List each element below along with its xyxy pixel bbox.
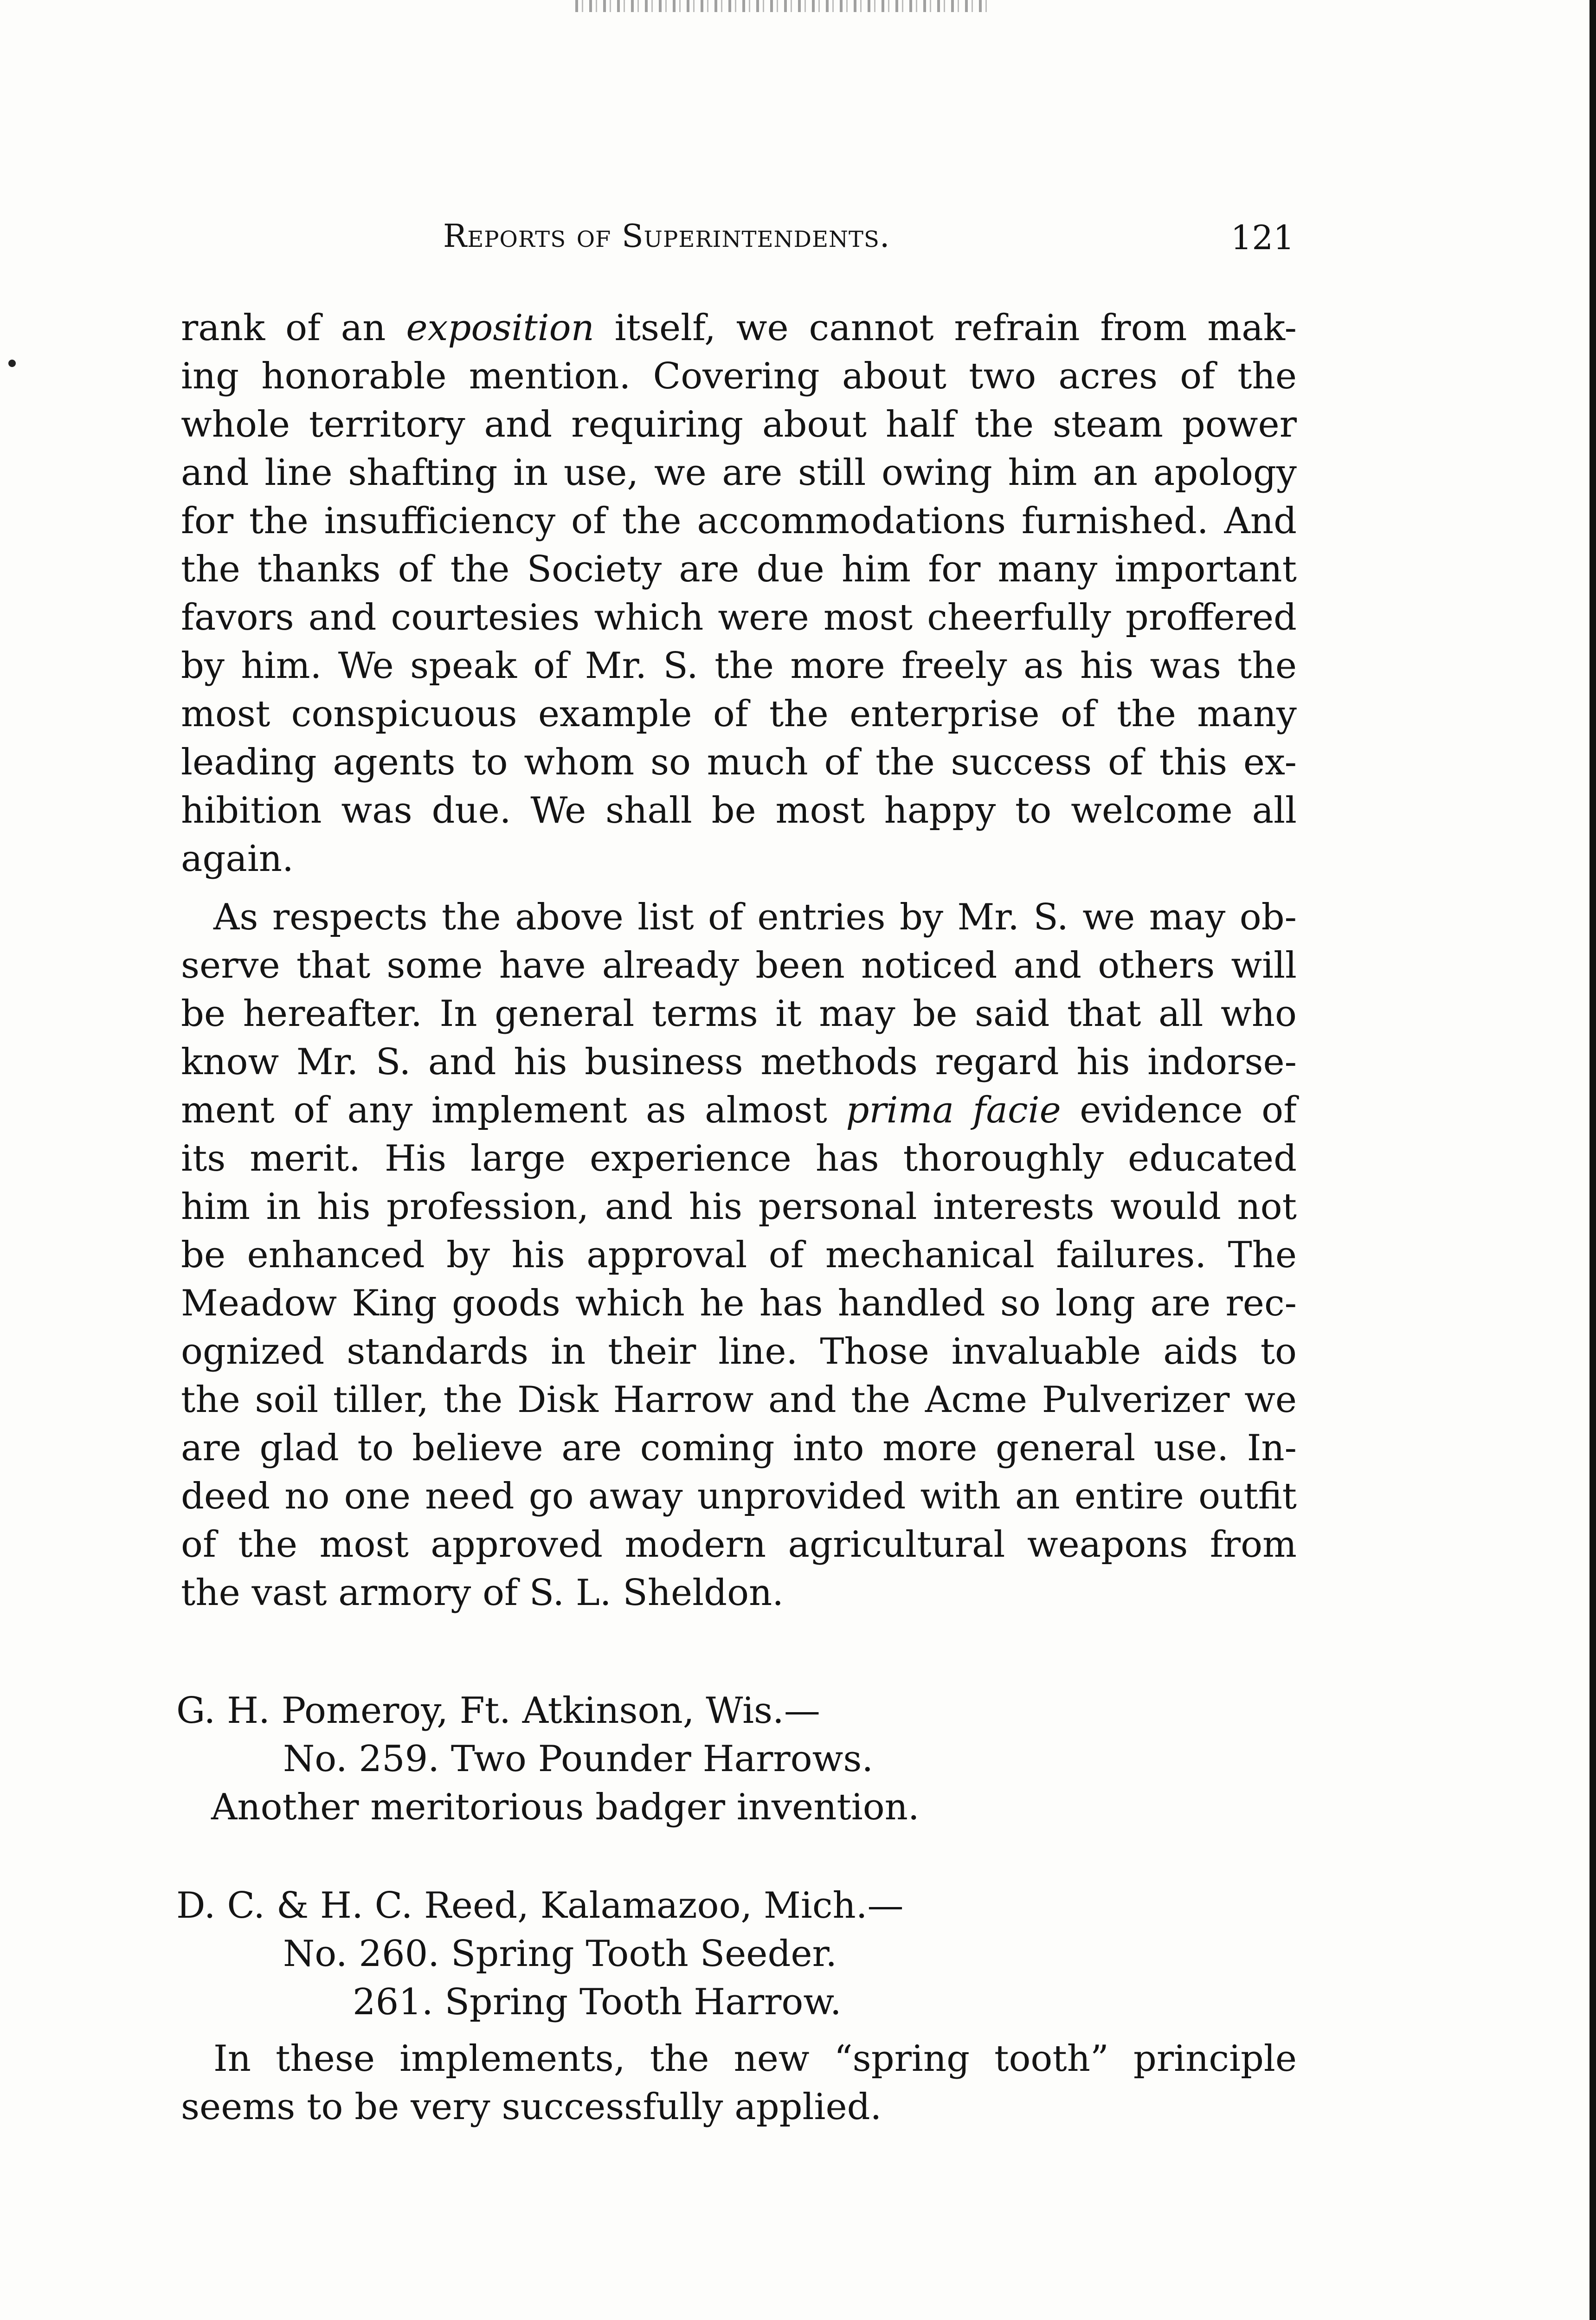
- exhibitor-entry-pomeroy: [176, 1687, 1290, 1831]
- paragraph-3: [181, 2035, 1297, 2131]
- entry-item: No. 259. Two Pounder Harrows.: [283, 1738, 874, 1780]
- scan-edge-right: [1590, 0, 1596, 2320]
- text-line: the vast armory of S. L. Sheldon.: [181, 1572, 784, 1614]
- exhibitor-name: G. H. Pomeroy, Ft. Atkinson, Wis.—: [176, 1690, 820, 1732]
- text-line: him in his profession, and his personal interests would not: [181, 1186, 1297, 1228]
- text-line: As respects the above list of entries by Mr. S. we may ob-: [213, 896, 1297, 938]
- paragraph-2: [181, 893, 1297, 1617]
- text-line: be enhanced by his approval of mechanical failures. The: [181, 1234, 1297, 1276]
- page-number: 121: [1230, 218, 1294, 257]
- exhibitor-name: D. C. & H. C. Reed, Kalamazoo, Mich.—: [176, 1885, 904, 1927]
- text-line: serve that some have already been noticed and others will: [181, 945, 1297, 986]
- text-line: be hereafter. In general terms it may be said that all who: [181, 993, 1297, 1035]
- text-line: the soil tiller, the Disk Harrow and the Acme Pulverizer we: [181, 1379, 1297, 1421]
- text-line: Meadow King goods which he has handled so long are rec-: [181, 1282, 1297, 1324]
- text-line: ognized standards in their line. Those invaluable aids to: [181, 1331, 1297, 1373]
- text-line: favors and courtesies which were most cheerfully proffered: [181, 597, 1297, 638]
- text-line: whole territory and requiring about half the steam power: [181, 404, 1297, 445]
- text-line: are glad to believe are coming into more general use. In-: [181, 1427, 1297, 1469]
- text-line: seems to be very successfully applied.: [181, 2086, 882, 2128]
- text-line: the thanks of the Society are due him for many important: [181, 548, 1297, 590]
- text-line: most conspicuous example of the enterprise of the many: [181, 693, 1297, 735]
- page-header: [183, 218, 1294, 269]
- text-line: leading agents to whom so much of the success of this ex-: [181, 741, 1297, 783]
- entry-item: 261. Spring Tooth Harrow.: [353, 1981, 842, 2023]
- running-head: Reports of Superintendents.: [443, 218, 890, 255]
- text-line: In these implements, the new “spring tooth” principle: [213, 2038, 1297, 2080]
- text-line: of the most approved modern agricultural weapons from: [181, 1524, 1297, 1566]
- text-line: ing honorable mention. Covering about two acres of the: [181, 355, 1297, 397]
- exhibitor-entry-reed: [176, 1882, 1290, 2026]
- text-line: deed no one need go away unprovided with an entire outfit: [181, 1476, 1297, 1517]
- italic-term: exposition: [406, 307, 594, 349]
- italic-term: prima facie: [846, 1089, 1061, 1131]
- entry-item: No. 260. Spring Tooth Seeder.: [283, 1933, 837, 1975]
- text-line: for the insufficiency of the accommodations furnished. And: [181, 500, 1297, 542]
- entry-remark: Another meritorious badger invention.: [211, 1786, 920, 1828]
- text-line: again.: [181, 838, 294, 880]
- scan-edge-noise: [575, 0, 993, 12]
- scan-speck: [8, 360, 16, 367]
- text-line: know Mr. S. and his business methods regard his indorse-: [181, 1041, 1297, 1083]
- text-line: ment of any implement as almost prima facie evidence of: [181, 1089, 1297, 1131]
- text-line: its merit. His large experience has thoroughly educated: [181, 1138, 1297, 1179]
- text-line: and line shafting in use, we are still owing him an apology: [181, 452, 1297, 494]
- text-line: hibition was due. We shall be most happy to welcome all: [181, 790, 1297, 831]
- text-line: by him. We speak of Mr. S. the more freely as his was the: [181, 645, 1297, 687]
- paragraph-1: [181, 304, 1297, 883]
- text-line: rank of an exposition itself, we cannot refrain from mak-: [181, 307, 1297, 349]
